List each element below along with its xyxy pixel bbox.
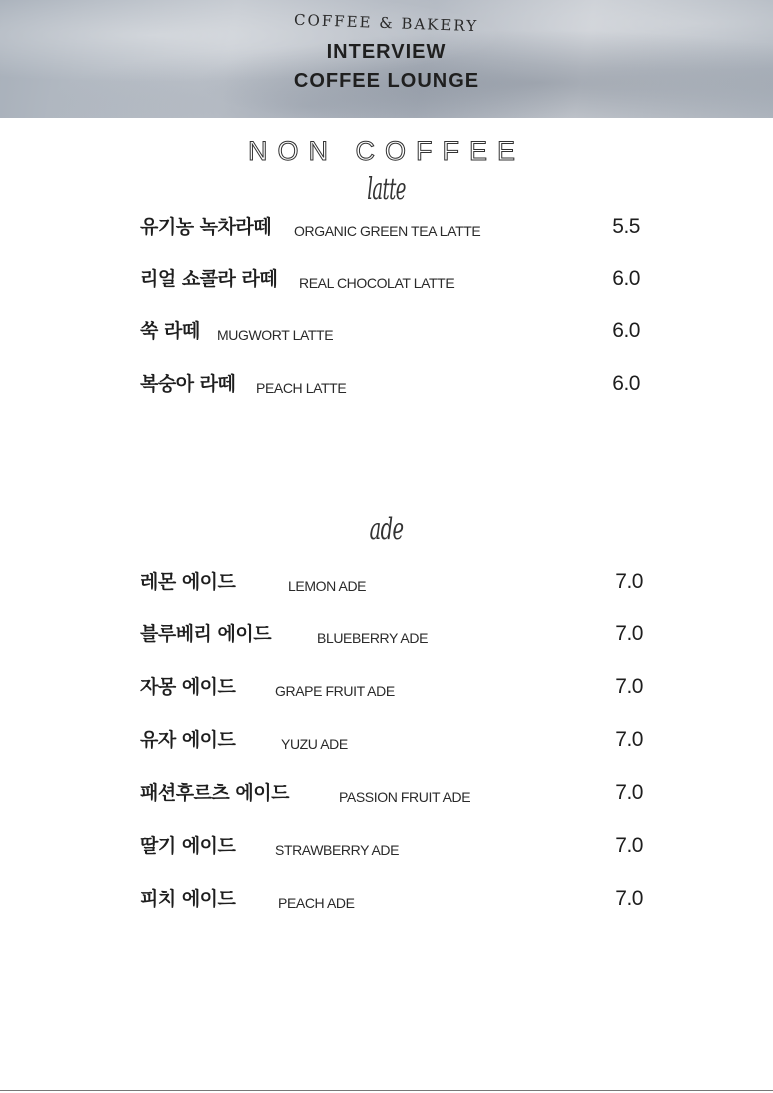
item-price: 5.5	[612, 215, 640, 238]
item-price: 7.0	[615, 622, 643, 645]
item-english-name: REAL CHOCOLAT LATTE	[299, 275, 455, 291]
item-price: 7.0	[615, 675, 643, 698]
item-korean-name: 블루베리 에이드	[140, 623, 272, 645]
menu-item	[140, 265, 640, 295]
header-banner	[0, 0, 773, 118]
item-price: 7.0	[615, 781, 643, 804]
item-english-name: GRAPE FRUIT ADE	[275, 683, 395, 699]
item-korean-name: 자몽 에이드	[140, 676, 236, 698]
item-english-name: PEACH LATTE	[256, 380, 347, 396]
item-korean-name: 유자 에이드	[140, 729, 236, 751]
item-korean-name: 리얼 쇼콜라 라떼	[140, 268, 278, 290]
item-price: 7.0	[615, 728, 643, 751]
item-korean-name: 레몬 에이드	[140, 571, 236, 593]
cafe-name-line2: COFFEE LOUNGE	[293, 70, 480, 92]
item-english-name: ORGANIC GREEN TEA LATTE	[294, 223, 481, 239]
menu-item	[140, 317, 640, 347]
item-korean-name: 딸기 에이드	[140, 835, 236, 857]
menu-item	[140, 620, 643, 650]
cafe-name-line1: INTERVIEW	[326, 41, 447, 63]
latte-category-label: latte	[367, 172, 406, 207]
menu-item	[140, 885, 643, 915]
menu-item	[140, 568, 643, 598]
item-korean-name: 복숭아 라떼	[140, 373, 236, 395]
item-korean-name: 유기농 녹차라떼	[140, 216, 272, 238]
item-english-name: LEMON ADE	[288, 578, 367, 594]
item-english-name: BLUEBERRY ADE	[317, 630, 429, 646]
menu-item	[140, 832, 643, 862]
menu-item	[140, 726, 643, 756]
menu-item	[140, 779, 643, 809]
item-korean-name: 쑥 라떼	[140, 320, 200, 342]
section-title: NON COFFEE	[247, 136, 525, 166]
item-price: 7.0	[615, 834, 643, 857]
item-korean-name: 패션후르츠 에이드	[140, 782, 289, 804]
bottom-divider	[0, 1090, 773, 1091]
menu-item	[140, 673, 643, 703]
item-english-name: YUZU ADE	[281, 736, 348, 752]
ade-category-label: ade	[369, 512, 404, 547]
item-price: 7.0	[615, 887, 643, 910]
item-price: 6.0	[612, 372, 640, 395]
item-english-name: PASSION FRUIT ADE	[339, 789, 471, 805]
item-price: 6.0	[612, 267, 640, 290]
menu-item	[140, 213, 640, 243]
item-price: 7.0	[615, 570, 643, 593]
item-english-name: MUGWORT LATTE	[217, 327, 334, 343]
item-english-name: PEACH ADE	[278, 895, 355, 911]
item-english-name: STRAWBERRY ADE	[275, 842, 400, 858]
brand-subtitle: COFFEE & BAKERY	[294, 10, 479, 36]
menu-item	[140, 370, 640, 400]
item-korean-name: 피치 에이드	[140, 888, 236, 910]
item-price: 6.0	[612, 319, 640, 342]
